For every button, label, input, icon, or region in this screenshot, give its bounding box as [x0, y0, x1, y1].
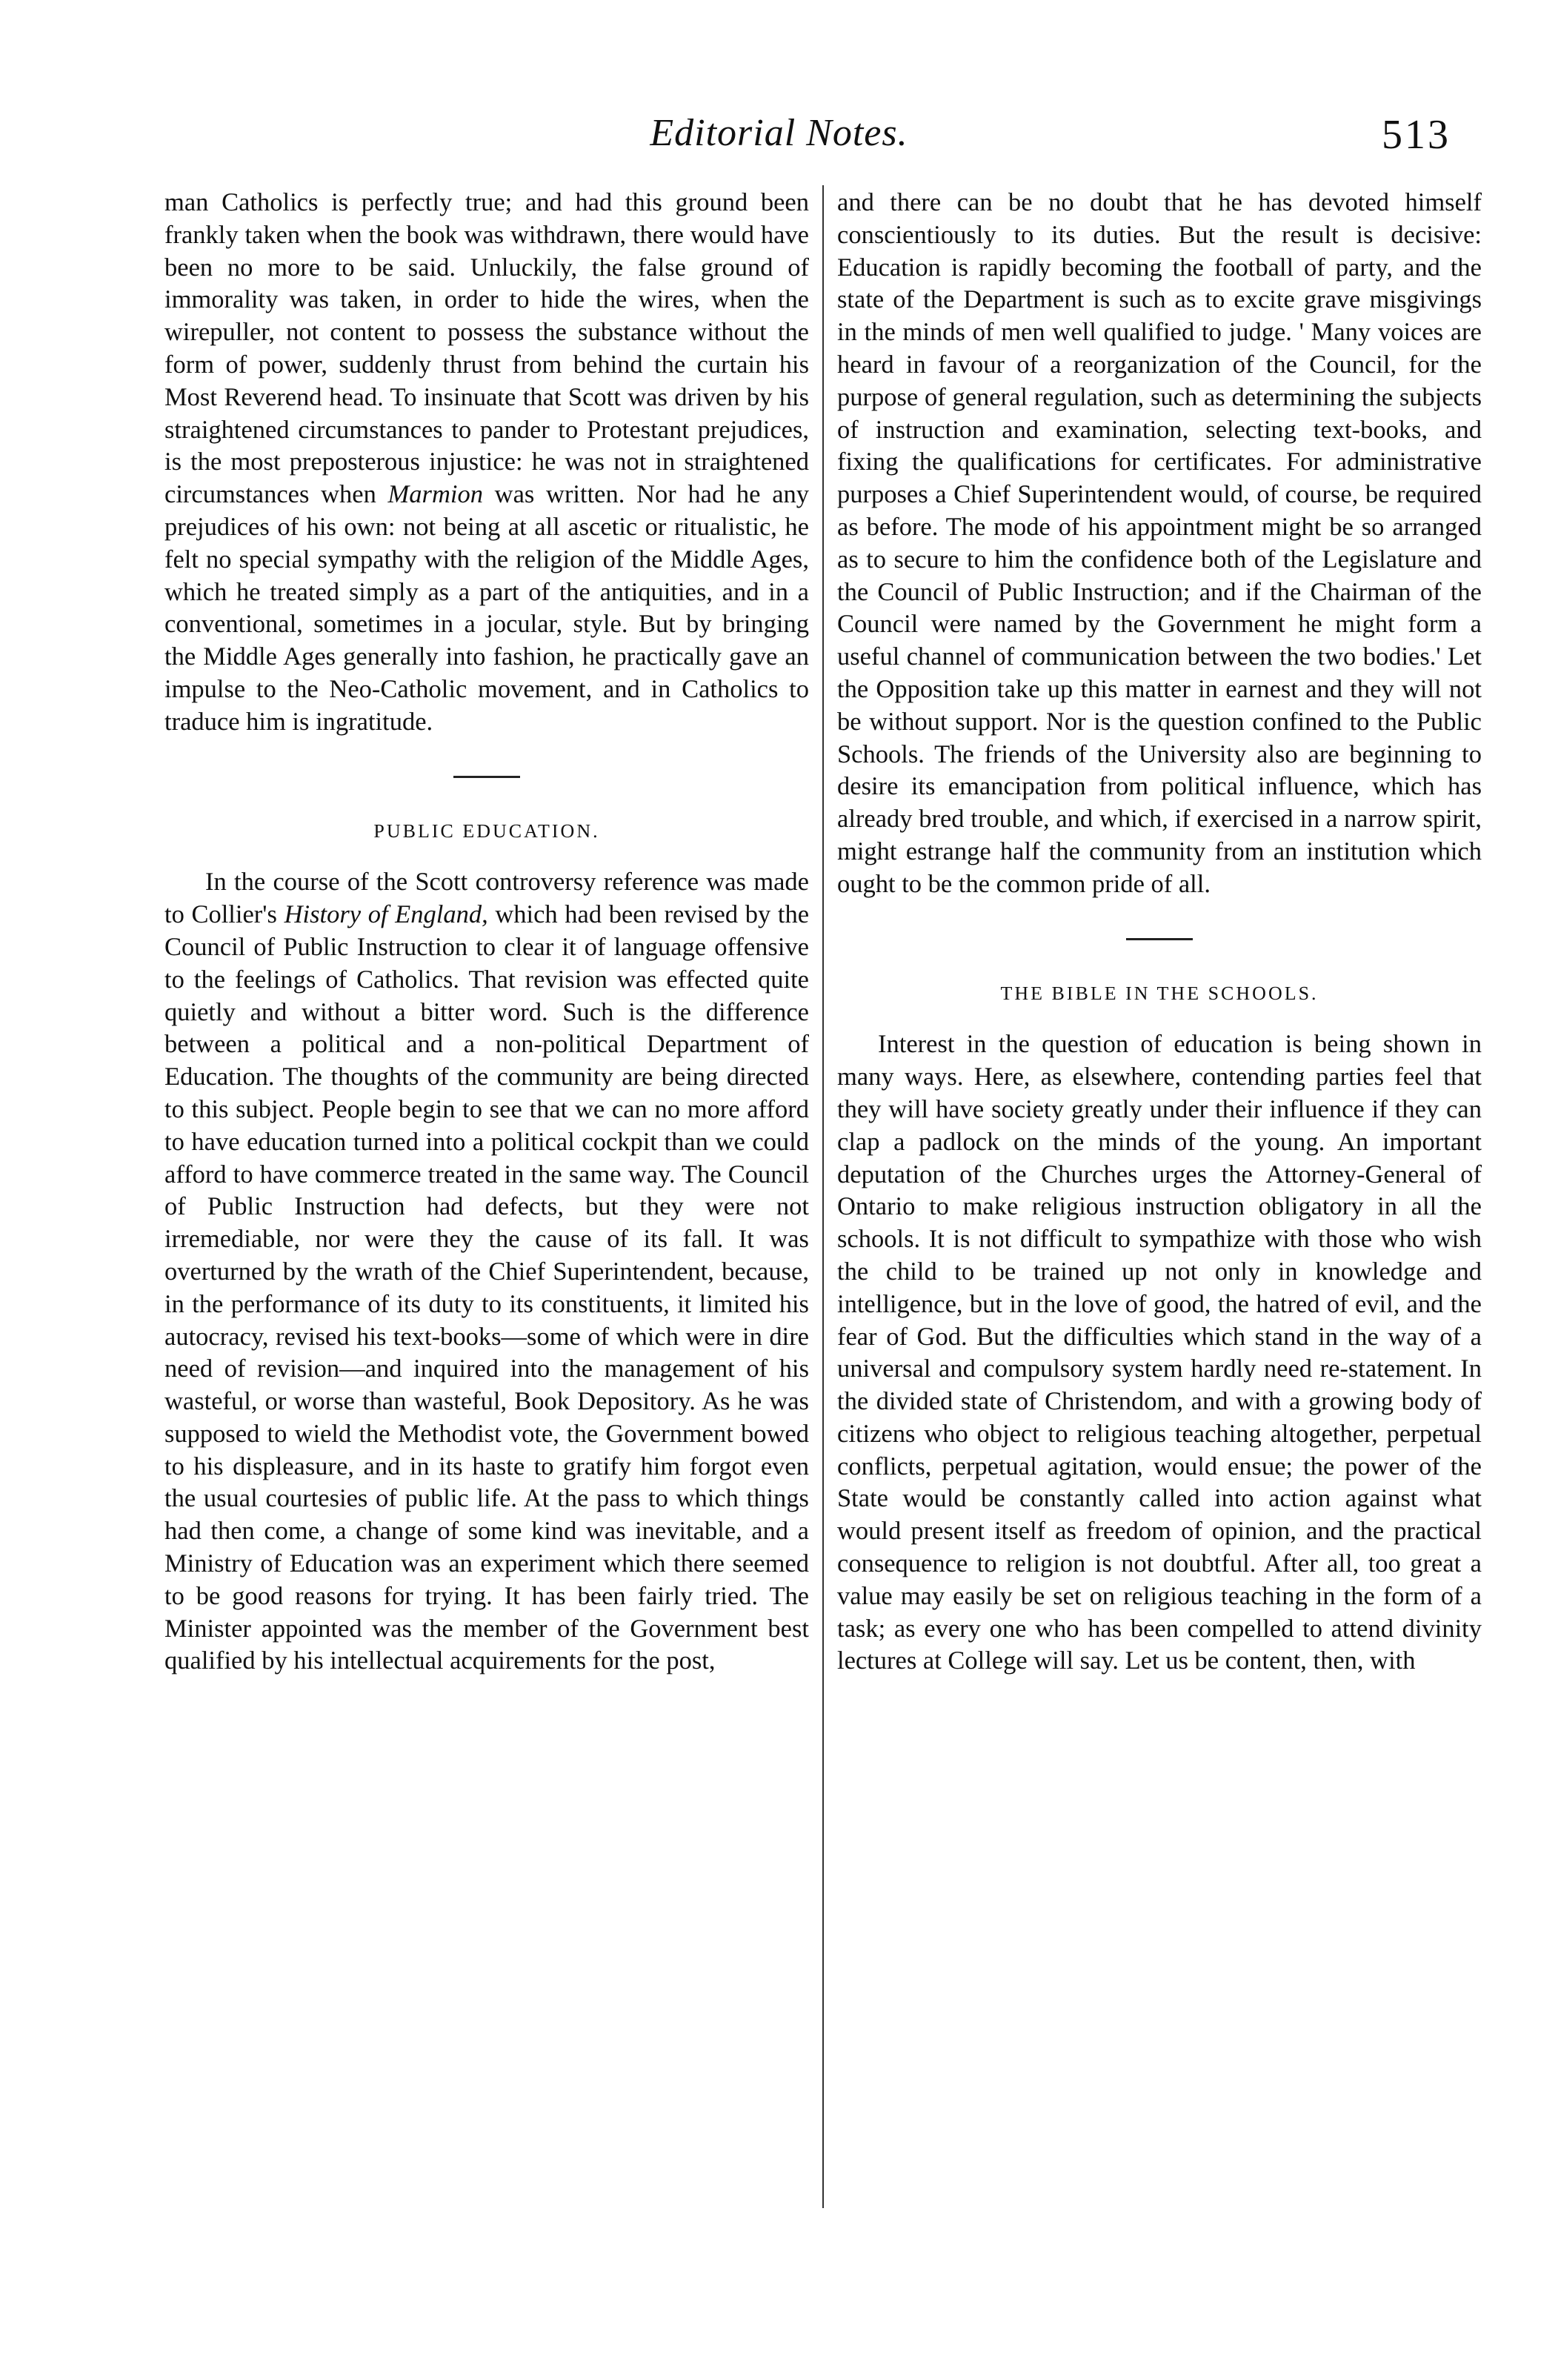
intro-text: man Catholics is perfectly true; and had this ground been frankly taken when the book was withdrawn, there would have been no more to be said. Unluckily, the false ground of immorality was taken, in order to hide the wires, when the wirepuller, not content to possess the substance without the form of power, suddenly thrust from behind the curtain his Most Reverend head. To insinuate that Scott was driven by his straightened circumstances to pander to Protestant prejudices, is the most preposterous injustice: he was not in straightened circumstances when [164, 188, 809, 509]
running-header-title: Editorial Notes. [650, 112, 908, 154]
intro-italic-title: Marmion [387, 480, 483, 509]
intro-text-end: was written. Nor had he any prejudices of his own: not being at all ascetic or ritualistic, he felt no special sympathy with the religion of the Middle Ages, which he treated simply as a part of the antiquities, and in a conventional, sometimes in a jocular, style. But by bringing the Middle Ages generally into fashion, he practically gave an impulse to the Neo-Catholic movement, and in Catholics to traduce him is ingratitude. [164, 480, 810, 736]
right-column [837, 187, 1482, 1678]
page-number: 513 [1382, 112, 1451, 158]
section-divider [453, 776, 520, 778]
section-divider [1126, 938, 1193, 940]
section-heading-bible-in-schools: THE BIBLE IN THE SCHOOLS. [1000, 982, 1319, 1004]
public-education-text-start: In the course of the Scott controversy reference was made to Collier's [164, 868, 809, 929]
bible-in-schools-paragraph: Interest in the question of education is being shown in many ways. Here, as elsewhere, contending parties feel that they will have society greatly under their influence if they can clap a padlock on the minds of the young. An important deputation of the Churches urges the Attorney-General of Ontario to make religious instruction obligatory in all the schools. It is not difficult to sympathize with those who wish the child to be trained up not only in knowledge and intelligence, but in the love of good, the hatred of evil, and the fear of God. But the difficulties which stand in the way of a universal and compulsory system hardly need re-statement. In the divided state of Christendom, and with a growing body of citizens who object to religious teaching altogether, perpetual conflicts, perpetual agitation, would ensue; the power of the State would be constantly called into action against what would present itself as freedom of opinion, and the practical consequence to religion is not doubtful. After all, too great a value may easily be set on religious teaching in the form of a task; as every one who has been compelled to attend divinity lectures at College will say. Let us be content, then, with [837, 1030, 1482, 1675]
left-column [164, 187, 809, 1678]
public-education-text-end: which had been revised by the Council of Public Instruction to clear it of language offensive to the feelings of Catholics. That revision was effected quite quietly and without a bitter word. Such is the difference between a political and a non-political Department of Education. The thoughts of the community are being directed to this subject. People begin to see that we can no more afford to have education turned into a political cockpit than we could afford to have commerce treated in the same way. The Council of Public Instruction had defects, but they were not irremediable, nor were they the cause of its fall. It was overturned by the wrath of the Chief Superintendent, because, in the performance of its duty to its constituents, it limited his autocracy, revised his text-books—some of which were in dire need of revision—and inquired into the management of his wasteful, or worse than wasteful, Book Depository. As he was supposed to wield the Methodist vote, the Government bowed to his displeasure, and in its haste to gratify him forgot even the usual courtesies of public life. At the pass to which things had then come, a change of some kind was inevitable, and a Ministry of Education was an experiment which there seemed to be good reasons for trying. It has been fairly tried. The Minister appointed was the member of the Government best qualified by his intellectual acquirements for the post, [164, 900, 810, 1675]
section-heading-public-education: PUBLIC EDUCATION. [373, 820, 600, 842]
public-education-italic-title: History of England, [284, 900, 488, 929]
continuation-paragraph: and there can be no doubt that he has devoted himself conscientiously to its duties. But the result is decisive: Education is rapidly becoming the football of party, and the state of the Department is such as to excite grave misgivings in the minds of men well qualified to judge. ' Many voices are heard in favour of a reorganization of the Council, for the purpose of general regulation, such as determining the subjects of instruction and examination, selecting text-books, and fixing the qualifications for certificates. For administrative purposes a Chief Superintendent would, of course, be required as before. The mode of his appointment might be so arranged as to secure to him the confidence both of the Legislature and the Council of Public Instruction; and if the Chairman of the Council were named by the Government he might form a useful channel of communication between the two bodies.' Let the Opposition take up this matter in earnest and they will not be without support. Nor is the question confined to the Public Schools. The friends of the University also are beginning to desire its emancipation from political influence, which has already bred trouble, and which, if exercised in a narrow spirit, might estrange half the community from an institution which ought to be the common pride of all. [837, 188, 1482, 898]
column-divider [822, 185, 824, 2208]
public-education-paragraph [164, 866, 809, 1678]
intro-paragraph [164, 187, 809, 739]
